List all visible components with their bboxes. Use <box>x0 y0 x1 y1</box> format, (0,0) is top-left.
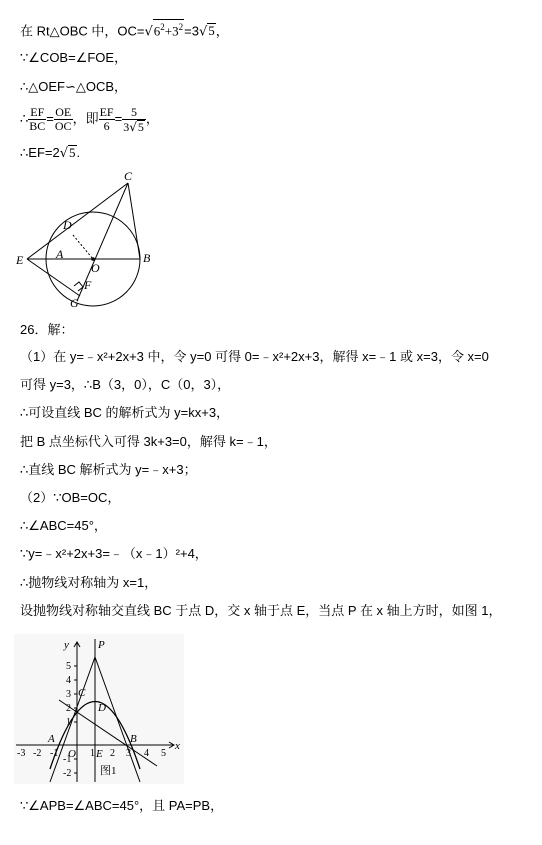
line-cb <box>128 183 140 259</box>
p5: ∴直线 BC 解析式为 y=﹣x+3； <box>20 462 197 477</box>
fraction <box>54 106 73 133</box>
ytick: 3 <box>66 689 71 700</box>
radicand: 5 <box>208 23 215 39</box>
radicand: 5 <box>137 119 144 134</box>
radicand <box>153 19 184 38</box>
label-o: O <box>91 261 100 275</box>
label-f: F <box>84 278 92 292</box>
xtick: 4 <box>144 748 149 759</box>
p10: 设抛物线对称轴交直线 BC 于点 D，交 x 轴于点 E，当点 P 在 x 轴上方时，如图 1， <box>20 603 502 618</box>
line-ratio <box>20 104 159 134</box>
text: ∴EF=2 <box>20 145 60 160</box>
fraction <box>122 106 146 134</box>
sqrt-sign: √ <box>59 146 69 161</box>
label-a: A <box>48 733 55 745</box>
xtick: -3 <box>17 748 26 759</box>
label-d: D <box>63 218 72 232</box>
dotted-od <box>73 235 93 259</box>
denominator <box>122 120 146 134</box>
fraction <box>28 106 46 133</box>
label-p: P <box>98 639 105 651</box>
denominator: OC <box>54 119 72 134</box>
numerator: EF <box>99 105 114 120</box>
ytick: 1 <box>66 717 71 728</box>
xtick: 1 <box>90 748 95 759</box>
ytick: 5 <box>66 661 71 672</box>
line-ec <box>27 183 128 259</box>
ytick: 2 <box>66 703 71 714</box>
ytick: -1 <box>63 754 72 765</box>
therefore: ∴ <box>20 111 29 126</box>
label-y: y <box>64 639 69 651</box>
p3: ∴可设直线 BC 的解析式为 y=kx+3， <box>20 405 230 420</box>
line-oc-length <box>20 19 229 40</box>
p8: ∵y=﹣x²+2x+3=﹣（x﹣1）²+4， <box>20 546 208 561</box>
eq: = <box>114 111 123 126</box>
line-angle-eq: ∵∠COB=∠FOE， <box>20 50 128 65</box>
xtick: -1 <box>50 748 59 759</box>
eq: =3 <box>184 23 199 39</box>
label-x: x <box>175 740 180 752</box>
ytick: -2 <box>63 768 72 779</box>
xtick: -2 <box>33 748 42 759</box>
period: . <box>76 145 81 160</box>
sqrt-sign: √ <box>198 24 208 40</box>
xtick: 5 <box>161 748 166 759</box>
coef: 3 <box>123 119 130 134</box>
xtick: 2 <box>110 748 115 759</box>
circle-figure <box>14 168 164 310</box>
num: 6 <box>153 23 161 39</box>
label-c: C <box>78 687 86 699</box>
line-similar: ∴△OEF∽△OCB， <box>20 79 128 94</box>
label-g: G <box>70 296 79 310</box>
sqrt-sign: √ <box>129 119 137 134</box>
label-a: A <box>56 247 64 261</box>
label-e: E <box>16 253 24 267</box>
p9: ∴抛物线对称轴为 x=1， <box>20 575 158 590</box>
figure-caption: 图1 <box>100 765 117 777</box>
numerator: OE <box>55 105 72 120</box>
radicand: 5 <box>69 145 76 160</box>
label-b: B <box>143 251 151 265</box>
exp: 2 <box>160 22 165 32</box>
text: 在 Rt△OBC 中，OC= <box>20 23 145 39</box>
plus: +3 <box>164 23 179 39</box>
line-eg <box>27 259 80 296</box>
p6: （2）∵OB=OC， <box>20 490 121 505</box>
label-b: B <box>130 733 137 745</box>
numerator: 5 <box>122 106 146 120</box>
eq: = <box>46 111 54 126</box>
comma: ， <box>215 23 229 39</box>
p1: （1）在 y=﹣x²+2x+3 中，令 y=0 可得 0=﹣x²+2x+3，解得 x=﹣1 或 x=3，令 x=0 <box>20 349 489 364</box>
label-e: E <box>96 748 103 760</box>
denominator: BC <box>29 119 46 134</box>
sqrt-sign: √ <box>144 24 153 40</box>
parabola-figure <box>14 634 184 784</box>
denominator: 6 <box>103 119 110 134</box>
p2: 可得 y=3，∴B（3，0），C（0，3）， <box>20 377 231 392</box>
xtick: 3 <box>126 748 131 759</box>
numerator: EF <box>30 105 45 120</box>
text: ，即 <box>72 111 99 126</box>
p11: ∵∠APB=∠ABC=45°，且 PA=PB， <box>20 798 224 813</box>
q26-heading: 26．解： <box>20 322 74 337</box>
label-c: C <box>124 169 133 183</box>
line-ef <box>20 145 80 162</box>
comma: ， <box>145 111 159 126</box>
label-d: D <box>98 702 106 714</box>
p4: 把 B 点坐标代入可得 3k+3=0，解得 k=﹣1， <box>20 434 277 449</box>
p7: ∴∠ABC=45°， <box>20 518 107 533</box>
label-o: O <box>68 748 76 760</box>
ytick: 4 <box>66 675 71 686</box>
exp: 2 <box>178 22 184 32</box>
fraction <box>99 106 115 133</box>
